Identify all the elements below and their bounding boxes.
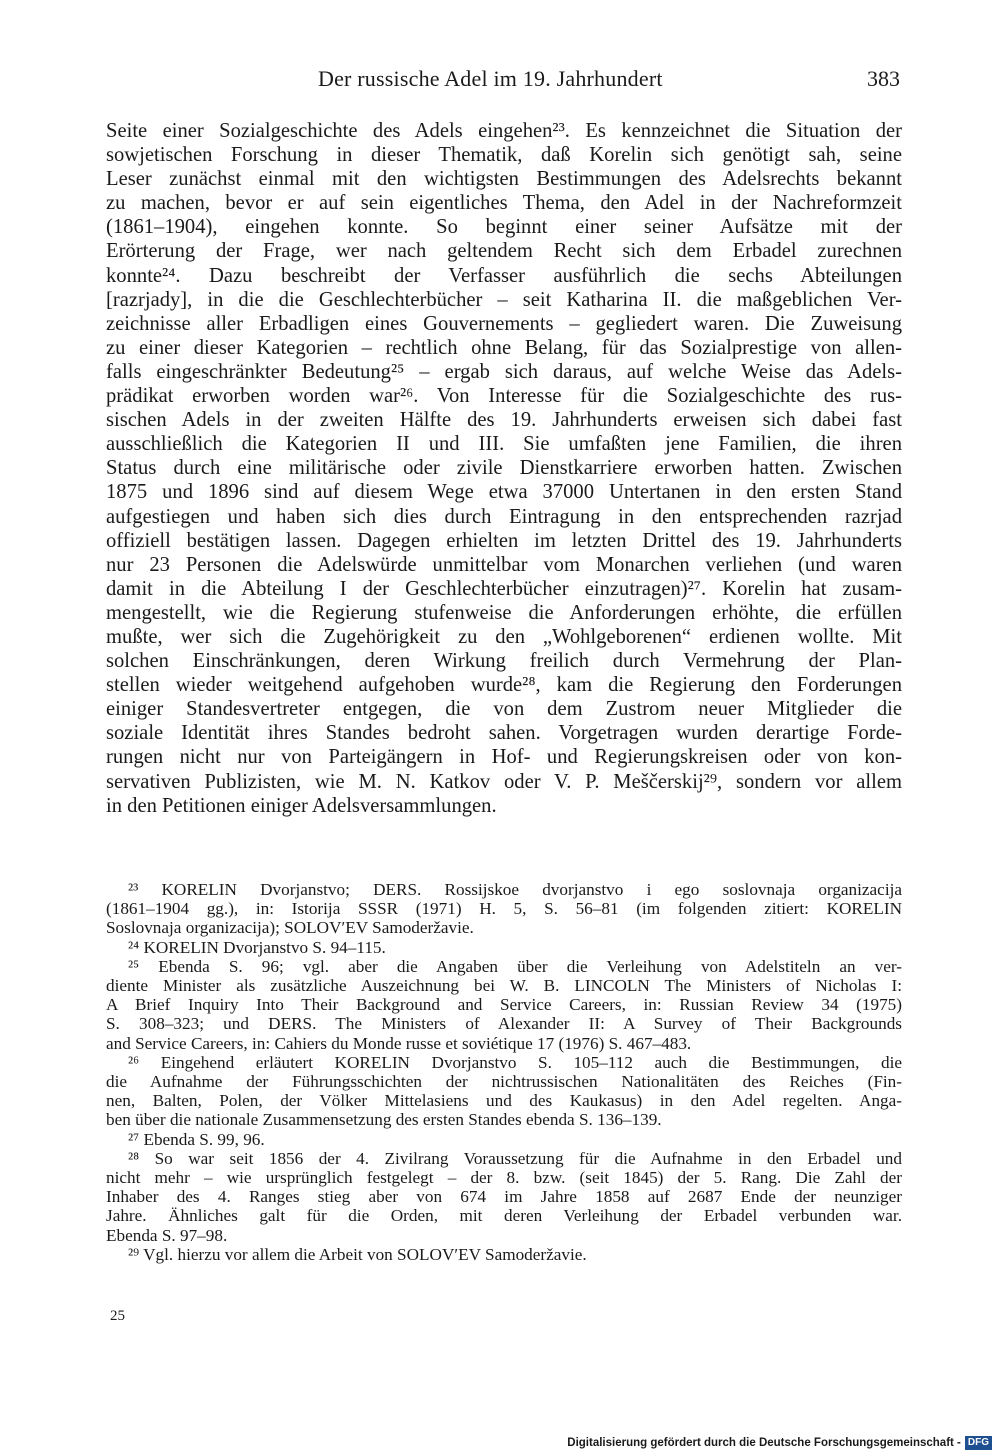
running-title: Der russische Adel im 19. Jahrhundert — [318, 66, 663, 91]
footnote-line: Soslovnaja organizacija); SOLOVʹEV Samoderžavie. — [106, 918, 474, 938]
footnote-line: diente Minister als zusätzliche Auszeichnung bei W. B. LINCOLN The Ministers of Nicholas I: — [106, 976, 902, 996]
footnote-line: ²⁷ Ebenda S. 99, 96. — [128, 1129, 265, 1149]
body-line: (1861–1904), eingehen konnte. So beginnt einer seiner Aufsätze mit der — [106, 216, 902, 239]
body-line: mußte, wer sich die Zugehörigkeit zu den „Wohlgeborenen“ erdienen wollte. Mit — [106, 625, 902, 648]
body-line: offiziell bestätigen lassen. Dagegen erhielten im letzten Drittel des 19. Jahrhunderts — [106, 529, 902, 552]
footnote-line: die Aufnahme der Führungsschichten der nichtrussischen Nationalitäten des Reiches (Fin- — [106, 1072, 902, 1092]
body-line: sowjetischen Forschung in dieser Thematik, daß Korelin sich genötigt sah, seine — [106, 144, 902, 167]
body-line: servativen Publizisten, wie M. N. Katkov oder V. P. Meščerskij²⁹, sondern vor allem — [106, 770, 902, 793]
footnote — [106, 1245, 902, 1264]
body-line: einiger Standesvertreter entgegen, die von dem Zustrom neuer Mitglieder die — [106, 698, 902, 721]
footnote — [106, 1130, 902, 1149]
body-line: Erörterung der Frage, wer nach geltendem Recht sich dem Erbadel zurechnen — [106, 240, 902, 263]
footnote-line: A Brief Inquiry Into Their Background and Service Careers, in: Russian Review 34 (1975) — [106, 995, 902, 1015]
body-line: [razrjady], in die die Geschlechterbücher – seit Katharina II. die maßgeblichen Ver- — [106, 288, 902, 311]
footnote — [106, 1149, 902, 1245]
footnote — [106, 938, 902, 957]
body-line: in den Petitionen einiger Adelsversammlungen. — [106, 794, 497, 817]
footnote-line: nen, Balten, Polen, der Völker Mittelasiens und des Kaukasus) in den Adel regelten. Anga- — [106, 1091, 902, 1111]
body-line: prädikat erworben worden war²⁶. Von Interesse für die Sozialgeschichte des rus- — [106, 385, 902, 408]
footnote — [106, 1053, 902, 1130]
body-line: ausschließlich die Kategorien II und III. Sie umfaßten jene Familien, die ihren — [106, 433, 902, 456]
body-line: 1875 und 1896 sind auf diesem Wege etwa 37000 Untertanen in den ersten Stand — [106, 481, 902, 504]
footnote-line: S. 308–323; und DERS. The Ministers of Alexander II: A Survey of Their Backgrounds — [106, 1014, 902, 1034]
footnote-line: ²⁵ Ebenda S. 96; vgl. aber die Angaben über die Verleihung von Adelstiteln an ver- — [128, 956, 902, 976]
body-line: mengestellt, wie die Regierung stufenweise die Anforderungen erhöhte, die erfüllen — [106, 601, 902, 624]
body-line: Seite einer Sozialgeschichte des Adels eingehen²³. Es kennzeichnet die Situation der — [106, 120, 902, 142]
footnote-line: ben über die nationale Zusammensetzung des ersten Standes ebenda S. 136–139. — [106, 1110, 662, 1130]
body-line: damit in die Abteilung I der Geschlechterbücher einzutragen)²⁷. Korelin hat zusam- — [106, 577, 902, 600]
body-line: Leser zunächst einmal mit den wichtigsten Bestimmungen des Adelsrechts bekannt — [106, 168, 902, 191]
footnote — [106, 880, 902, 938]
body-line: konnte²⁴. Dazu beschreibt der Verfasser ausführlich die sechs Abteilungen — [106, 264, 902, 287]
footnote-line: nicht mehr – wie ursprünglich festgelegt – der 8. bzw. (seit 1845) der 5. Rang. Die Zahl der — [106, 1168, 902, 1188]
footnote-line: and Service Careers, in: Cahiers du Monde russe et soviétique 17 (1976) S. 467–483. — [106, 1033, 692, 1053]
footnote-line: (1861–1904 gg.), in: Istorija SSSR (1971) H. 5, S. 56–81 (im folgenden zitiert: KORELIN — [106, 899, 902, 919]
footnotes — [106, 880, 902, 1264]
body-line: zu einer dieser Kategorien – rechtlich ohne Belang, für das Sozialprestige von allen- — [106, 336, 902, 359]
body-line: zeichnisse aller Erbadligen eines Gouvernements – gegliedert waren. Die Zuweisung — [106, 312, 902, 335]
footnote-line: ²⁹ Vgl. hierzu vor allem die Arbeit von SOLOVʹEV Samoderžavie. — [128, 1244, 587, 1264]
body-line: nur 23 Personen die Adelswürde unmittelbar vom Monarchen verliehen (und waren — [106, 553, 902, 576]
signature-mark: 25 — [110, 1308, 125, 1324]
body-line: sischen Adels in der zweiten Hälfte des 19. Jahrhunderts erweisen sich dabei fast — [106, 409, 902, 432]
dfg-logo: DFG — [965, 1436, 992, 1450]
footnote-line: Ebenda S. 97–98. — [106, 1225, 228, 1245]
footnote-line: ²⁴ KORELIN Dvorjanstvo S. 94–115. — [128, 937, 386, 957]
body-line: rungen nicht nur von Parteigängern in Hof- und Regierungskreisen oder von kon- — [106, 746, 902, 769]
footnote-line: Inhaber des 4. Ranges stieg aber von 674 im Jahre 1858 auf 2687 Ende der neunziger — [106, 1187, 902, 1207]
body-text — [106, 119, 902, 818]
footer-credit — [567, 1436, 992, 1450]
footnote — [106, 957, 902, 1053]
footnote-line: Jahre. Ähnliches galt für die Orden, mit deren Verleihung der Erbadel verbunden war. — [106, 1206, 902, 1226]
page-number: 383 — [867, 66, 900, 91]
body-line: aufgestiegen und haben sich dies durch Eintragung in den entsprechenden razrjad — [106, 505, 902, 528]
body-line: falls eingeschränkter Bedeutung²⁵ – ergab sich daraus, auf welche Weise das Adels- — [106, 360, 902, 383]
body-line: Status durch eine militärische oder zivile Dienstkarriere erworben hatten. Zwischen — [106, 457, 902, 480]
body-line: stellen wieder weitgehend aufgehoben wurde²⁸, kam die Regierung den Forderungen — [106, 674, 902, 697]
body-line: solchen Einschränkungen, deren Wirkung freilich durch Vermehrung der Plan- — [106, 650, 902, 673]
footer-credit-text: Digitalisierung gefördert durch die Deutsche Forschungsgemeinschaft - — [567, 1437, 961, 1449]
page-header — [108, 66, 900, 96]
footnote-line: ²⁶ Eingehend erläutert KORELIN Dvorjanstvo S. 105–112 auch die Bestimmungen, die — [128, 1052, 902, 1072]
footnote-line: ²⁸ So war seit 1856 der 4. Zivilrang Voraussetzung für die Aufnahme in den Erbadel und — [128, 1148, 902, 1168]
footnote-line: ²³ KORELIN Dvorjanstvo; DERS. Rossijskoe dvorjanstvo i ego soslovnaja organizacija — [128, 880, 902, 899]
body-line: zu machen, bevor er auf sein eigentliches Thema, den Adel in der Nachreformzeit — [106, 192, 902, 215]
body-line: soziale Identität ihres Standes bedroht sahen. Vorgetragen wurden derartige Forde- — [106, 722, 902, 745]
